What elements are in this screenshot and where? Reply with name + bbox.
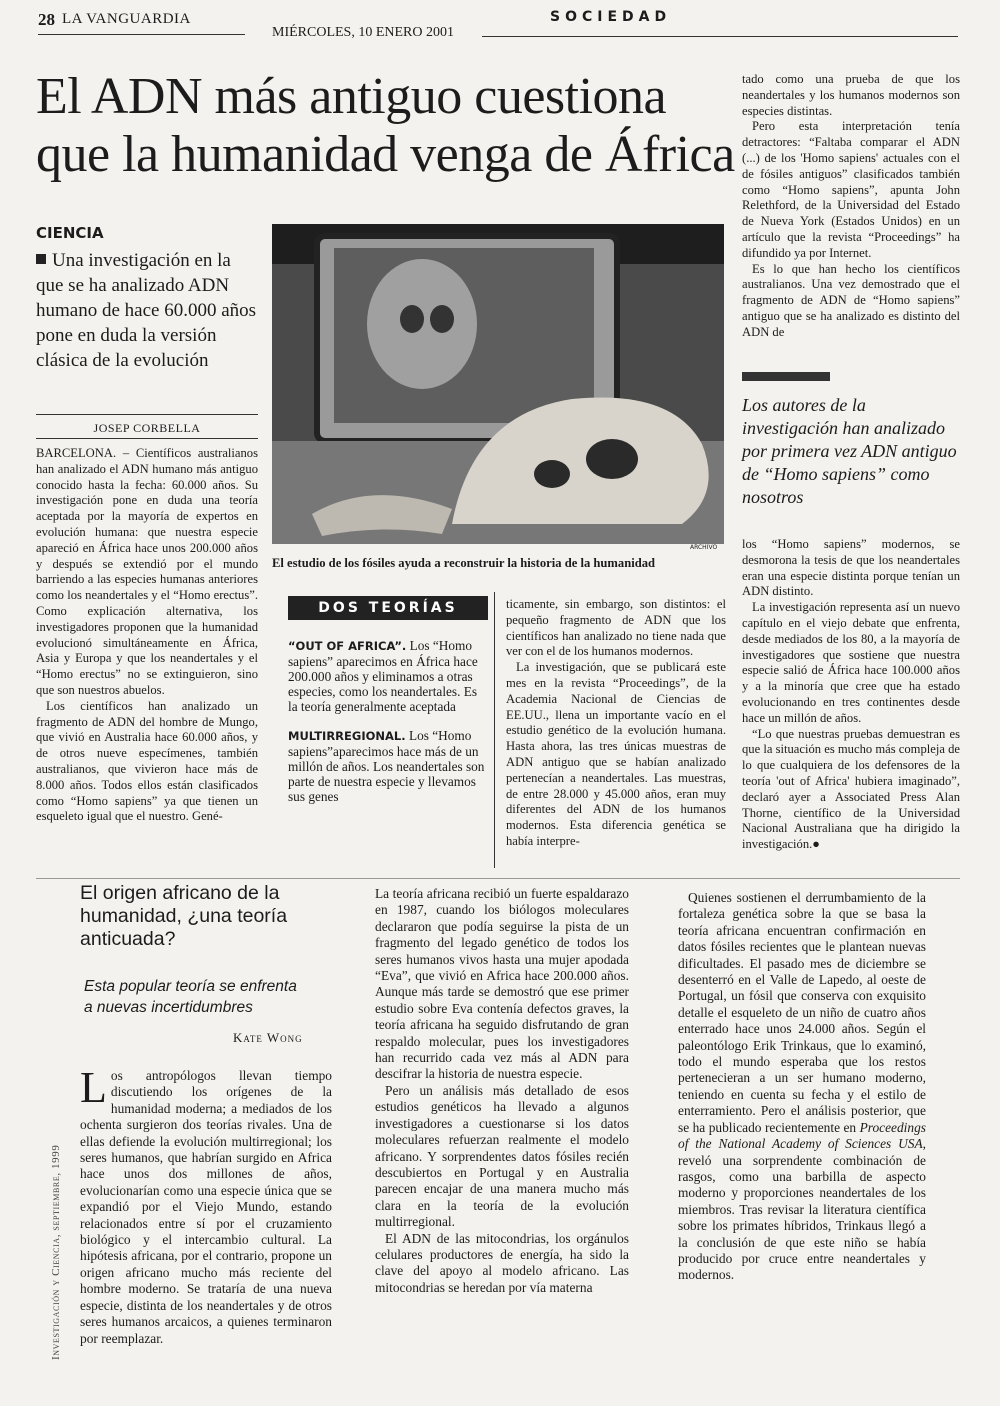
article2-subtitle: Esta popular teoría se enfrenta a nuevas incertidumbres [84, 978, 297, 1016]
paragraph: tado como una prueba de que los neandertales y los humanos modernos son especies distintas. [742, 72, 960, 118]
byline-rule-top [36, 414, 258, 415]
journal-title: Proceedings of the National Academy of Sciences USA [678, 1119, 926, 1152]
paragraph-text: , reveló una sorprendente combinación de rasgos, como una barbilla de aspecto moderno y proporciones neandertales de los miembros. Tras revisar la literatura científica sobre los primates híbridos, Trinkaus llegó a la conclusión de que este niño se había producido por cruce entre neandertales y modernos. [678, 1136, 926, 1283]
photo-caption: El estudio de los fósiles ayuda a reconstruir la historia de la humanidad [272, 556, 655, 570]
newspaper-name: LA VANGUARDIA [62, 11, 191, 27]
deck-text: Una investigación en la que se ha analizado ADN humano de hace 60.000 años pone en duda la versión clásica de la evolución [36, 250, 257, 371]
byline-rule-bottom [36, 438, 258, 439]
header-rule-right [482, 36, 958, 37]
sidebar-title: DOS TEORÍAS [288, 596, 488, 620]
paragraph [678, 890, 926, 1284]
sidebar-item-multirregional [288, 728, 488, 804]
article2-author: Kate Wong [233, 1030, 303, 1045]
sidebar-item-label: “OUT OF AFRICA”. [288, 639, 407, 653]
paragraph: BARCELONA. – Científicos australianos han analizado el ADN humano más antiguo conocido hasta la fecha: 60.000 años. Su investigación pone en duda una teoría aceptada por la mayoría de expertos en evolución humana: que nuestra especie apareció en África hace unos 200.000 años y después se extendió por el mundo barriendo a las especies humanas anteriores como los neandertales y el “Homo erectus”. Como explicación alternativa, los investigadores proponen que la humanidad evolucionó simultáneamente en África, Asia y Europa y que los neandertales y el “Homo erectus” no se extinguieron, sino que son nuestros abuelos. [36, 446, 258, 697]
article-divider [36, 878, 960, 879]
paragraph: Los científicos han analizado un fragmento de ADN del hombre de Mungo, que vivió en Australia hace 60.000 años, y de otros nueve especímenes, también australianos, que vivieron hace más de 8.000 años. Todos ellos están clasificados como “Homo sapiens” ya que tienen un esqueleto igual que el nuestro. Gené- [36, 698, 258, 824]
paragraph: “Lo que nuestras pruebas demuestran es que la situación es mucho más compleja de lo que cualquiera de los defensores de la teoría 'out of Africa' hubiera imaginado”, declaró ayer a Associated Press Alan Thorne, científico de la Universidad Nacional Australiana que ha dirigido la investigación.● [742, 726, 960, 852]
paragraph-text: os antropólogos llevan tiempo discutiendo los orígenes de la humanidad moderna; a mediados de los ochenta surgieron dos teorías rivales. Una de ellas defiende la evolución multirregional; los seres humanos, que habrían surgido en Africa hace unos dos millones de años, evolucionarían como una especie única que se expandió por el Viejo Mundo, estando relacionados entre sí por el cruzamiento biológico y el intercambio cultural. La hipótesis africana, por el contrario, propone un origen africano mucho más reciente del hombre moderno. Se trataría de una nueva especie, distinta de los neandertales y de otros seres humanos arcaicos, a quienes terminaron por reemplazar. [80, 1068, 332, 1346]
article-column-left [36, 446, 258, 825]
drop-cap: L [80, 1063, 107, 1112]
sidebar-body [288, 638, 488, 818]
section-name: SOCIEDAD [550, 9, 672, 25]
article2-column-3 [678, 890, 926, 1284]
article-column-right-top [742, 72, 960, 341]
skull-photo [272, 224, 724, 544]
paragraph: Es lo que han hecho los científicos australianos. Una vez demostrado que el fragmento de ADN de “Homo sapiens” antiguo que se ha analizado es distinto del ADN de [742, 261, 960, 339]
article-column-middle [506, 597, 726, 850]
page-number: 28 [38, 10, 55, 29]
paragraph: los “Homo sapiens” modernos, se desmorona la tesis de que los neandertales eran una especie distinta porque tenían un ADN distinto. [742, 537, 960, 599]
paragraph: El ADN de las mitocondrias, los orgánulos celulares productores de energía, ha sido la clave del apoyo al modelo africano. Las mitocondrias se heredan por vía materna [375, 1230, 629, 1295]
sidebar-item-text: Los “Homo sapiens” aparecimos en África hace 200.000 años y eliminamos a otras especies, como los neandertales. Es la teoría generalmente aceptada [288, 638, 478, 714]
paragraph-text: Quienes sostienen el derrumbamiento de la fortaleza genética sobre la que se basa la teoría africana encuentran confirmación en datos fósiles recientes que le plantean nuevas dificultades. El pasado mes de diciembre se desenterró en el Valle de Lapedo, al oeste de Portugal, un fósil que conserva con exquisito detalle el esqueleto de un niño de cuatro años enterrado hace unos 24.000 años. Según el paleontólogo Erik Trinkaus, que lo examinó, todo el mundo esperaba que los restos pertenecieran a un ser humano moderno, teniendo en cuenta su fecha y el estilo de enterramiento. Pero el análisis posterior, que se ha publicado recientemente en [678, 890, 926, 1135]
kicker: CIENCIA [36, 224, 104, 242]
deck [36, 248, 258, 373]
paragraph: La teoría africana recibió un fuerte espaldarazo en 1987, cuando los biólogos moleculares declararon que podía seguirse la pista de un fragmento del legado genético de todos los seres humanos vivos hasta una mujer apodada “Eva”, que vivió en Africa hace 200.000 años. Aunque más tarde se demostró que ese primer estudio sobre Eva contenía defectos graves, la teoría africana ha seguido disfrutando de gran respaldo molecular, pues los investigadores han recurrido cada vez más al ADN para descifrar la historia de nuestra especie. [375, 886, 629, 1082]
photo-credit: ARCHIVO [690, 544, 718, 551]
sidebar-item-out-of-africa [288, 638, 488, 714]
paragraph: Pero un análisis más detallado de esos estudios genéticos ha llevado a algunos investigadores a cuestionarse si los datos moleculares refuerzan realmente el modelo africano. Y sorprendentes datos fósiles recién descubiertos en Portugal y en Australia parecen encajar de una manera mucho más clara en la teoría de la evolución multirregional. [375, 1082, 629, 1230]
header-rule-left [38, 34, 245, 35]
byline: JOSEP CORBELLA [93, 421, 201, 435]
paragraph: ticamente, sin embargo, son distintos: el pequeño fragmento de ADN que los científicos han analizado no tiene nada que ver con el de los humanos modernos. [506, 597, 726, 659]
headline-line-2: que la humanidad venga de África [36, 126, 735, 183]
article2-column-1 [80, 1063, 332, 1347]
headline-line-1: El ADN más antiguo cuestiona [36, 68, 667, 125]
article2-column-2 [375, 886, 629, 1296]
issue-date: MIÉRCOLES, 10 ENERO 2001 [272, 25, 454, 40]
paragraph: La investigación representa así un nuevo capítulo en el viejo debate que enfrenta, desde mediados de los 80, a la mayoría de investigadores que sostiene que nuestra especie salió de África hace 100.000 años y a la minoría que cree que ha estado evolucionando en tres continentes desde hace un millón de años. [742, 600, 960, 725]
article-column-right-bottom [742, 537, 960, 853]
paragraph: Pero esta interpretación tenía detractores: “Faltaba comparar el ADN (...) de los 'Homo sapiens' actuales con el de fósiles antiguos” clasificados también como “Homo sapiens”, apunta John Relethford, de la Universidad del Estado de Nueva York (Estados Unidos) en un artículo que la revista “Proceedings” ha difundido ya por Internet. [742, 119, 960, 260]
skull-illustration [272, 224, 724, 544]
headline [36, 68, 736, 184]
sidebar-item-label: MULTIRREGIONAL. [288, 729, 406, 743]
paragraph: La investigación, que se publicará este mes en la revista “Proceedings”, de la Academia Nacional de Ciencias de EE.UU., llena un importante vacío en el estudio genético de la evolución humana. Hasta ahora, las tres únicas muestras de ADN antiguo que se habían analizado pertenecían a neandertales. Las muestras, de entre 28.000 y 45.000 años, eran muy diferentes del ADN de los humanos modernos. Esta diferencia genética se había interpre- [506, 660, 726, 848]
sidebar-item-text: Los “Homo sapiens”aparecimos hace más de un millón de años. Los neandertales son parte de nuestra especie y llevamos sus genes [288, 728, 485, 804]
square-bullet-icon [36, 254, 46, 264]
pull-quote-bar [742, 372, 830, 381]
article2-title: El origen africano de la humanidad, ¿una teoría anticuada? [80, 882, 288, 950]
article2-source: Investigación y Ciencia, septiembre, 1999 [50, 1144, 62, 1360]
paragraph [80, 1063, 332, 1347]
pull-quote: Los autores de la investigación han analizado por primera vez ADN antiguo de “Homo sapiens” como nosotros [742, 395, 957, 507]
